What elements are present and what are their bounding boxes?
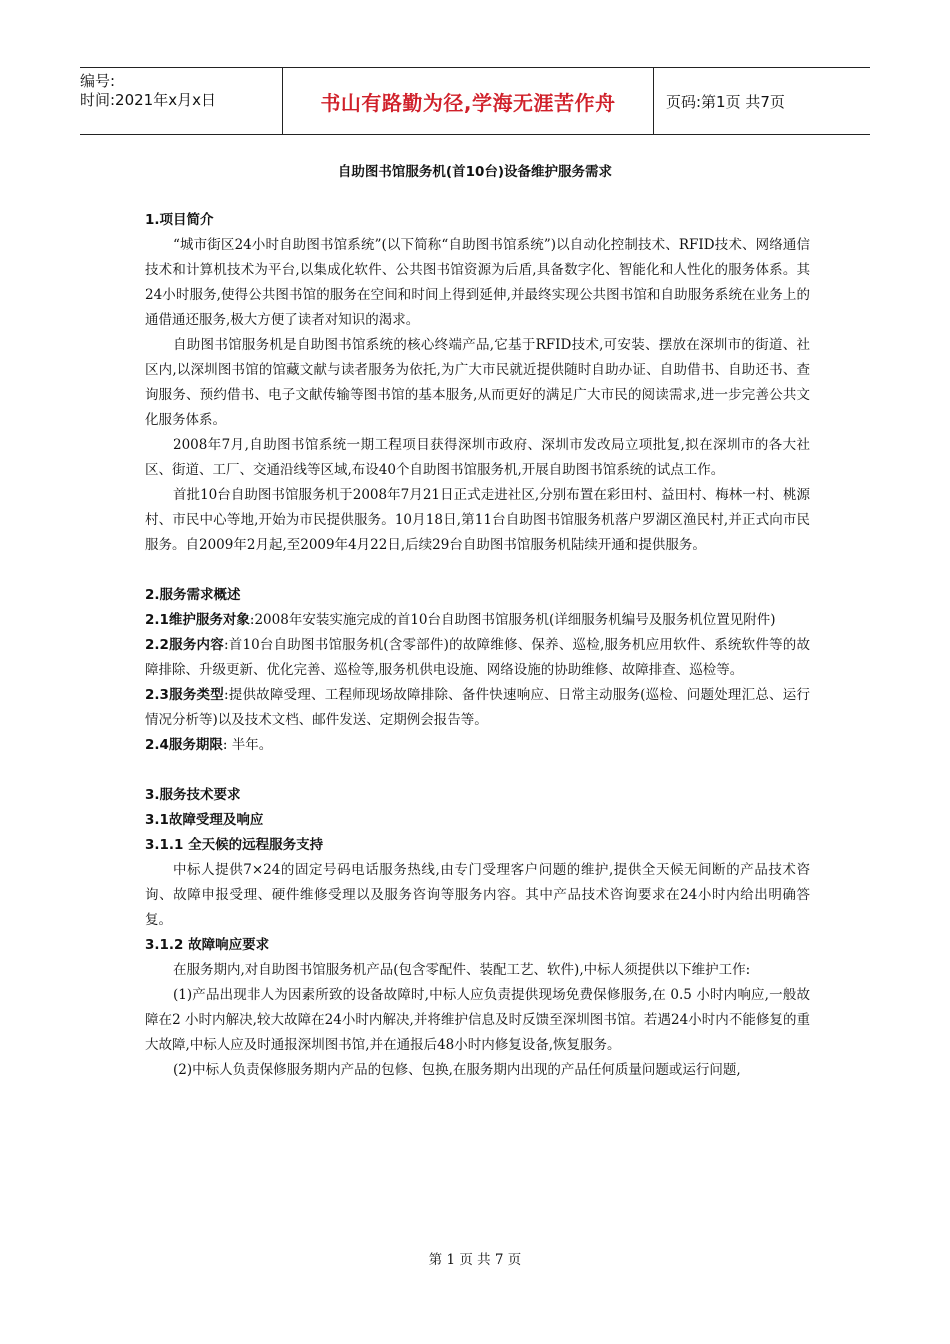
document-title: 自助图书馆服务机(首10台)设备维护服务需求 [337, 164, 613, 180]
paragraph [145, 733, 810, 758]
document-code: 编号: [80, 72, 116, 90]
item-label: 2.2服务内容 [145, 637, 224, 653]
item-text: : 半年。 [222, 737, 273, 753]
section-2-heading: 2.服务需求概述 [145, 587, 241, 603]
paragraph: 中标人提供7×24的固定号码电话服务热线,由专门受理客户问题的维护,提供全天候无间断的产品技术咨询、故障申报受理、硬件维修受理以及服务咨询等服务内容。其中产品技术咨询要求在24小时内给出明确答复。 [145, 862, 810, 928]
page-footer: 第 1 页 共 7 页 [428, 1252, 522, 1268]
subsection-heading: 3.1.2 故障响应要求 [145, 937, 270, 953]
subsection-heading: 3.1故障受理及响应 [145, 812, 264, 828]
header-meta [80, 68, 282, 134]
item-label: 2.4服务期限 [145, 737, 223, 753]
page-header [80, 67, 870, 135]
paragraph [145, 633, 810, 683]
item-label: 2.3服务类型 [145, 687, 224, 703]
paragraph: 2008年7月,自助图书馆系统一期工程项目获得深圳市政府、深圳市发改局立项批复,拟在深圳市的各大社区、街道、工厂、交通沿线等区域,布设40个自助图书馆服务机,开展自助图书馆系统的试点工作。 [145, 437, 810, 478]
header-slogan: 书山有路勤为径,学海无涯苦作舟 [282, 68, 654, 134]
item-text: :提供故障受理、工程师现场故障排除、备件快速响应、日常主动服务(巡检、问题处理汇总、运行情况分析等)以及技术文档、邮件发送、定期例会报告等。 [145, 687, 810, 728]
paragraph [145, 608, 810, 633]
paragraph: 在服务期内,对自助图书馆服务机产品(包含零配件、装配工艺、软件),中标人须提供以下维护工作: [173, 962, 751, 978]
list-item: (1)产品出现非人为因素所致的设备故障时,中标人应负责提供现场免费保修服务,在 0.5 小时内响应,一般故障在2 小时内解决,较大故障在24小时内解决,并将维护信息及时反馈至深圳图书馆。若遇24小时内不能修复的重大故障,中标人应及时通报深圳图书馆,并在通报后48小时内修复设备,恢复服务。 [145, 987, 810, 1053]
section-1-heading: 1.项目简介 [145, 212, 214, 228]
paragraph: 自助图书馆服务机是自助图书馆系统的核心终端产品,它基于RFID技术,可安装、摆放在深圳市的街道、社区内,以深圳图书馆的馆藏文献与读者服务为依托,为广大市民就近提供随时自助办证、自助借书、自助还书、查询服务、预约借书、电子文献传输等图书馆的基本服务,从而更好的满足广大市民的阅读需求,进一步完善公共文化服务体系。 [145, 337, 810, 428]
document-body [145, 208, 810, 1083]
item-text: :首10台自助图书馆服务机(含零部件)的故障维修、保养、巡检,服务机应用软件、系统软件等的故障排除、升级更新、优化完善、巡检等,服务机供电设施、网络设施的协助维修、故障排查、巡检等。 [145, 637, 810, 678]
paragraph [145, 683, 810, 733]
paragraph: “城市街区24小时自助图书馆系统”(以下简称“自助图书馆系统”)以自动化控制技术、RFID技术、网络通信技术和计算机技术为平台,以集成化软件、公共图书馆资源为后盾,具备数字化、智能化和人性化的服务体系。其24小时服务,使得公共图书馆的服务在空间和时间上得到延伸,并最终实现公共图书馆和自助服务系统在业务上的通借通还服务,极大方便了读者对知识的渴求。 [145, 237, 810, 328]
item-label: 2.1维护服务对象 [145, 612, 250, 628]
item-text: :2008年安装实施完成的首10台自助图书馆服务机(详细服务机编号及服务机位置见附件) [249, 612, 776, 628]
document-time: 时间:2021年x月x日 [80, 91, 216, 109]
paragraph: 首批10台自助图书馆服务机于2008年7月21日正式走进社区,分别布置在彩田村、益田村、梅林一村、桃源村、市民中心等地,开始为市民提供服务。10月18日,第11台自助图书馆服务机落户罗湖区渔民村,并正式向市民服务。自2009年2月起,至2009年4月22日,后续29台自助图书馆服务机陆续开通和提供服务。 [145, 487, 810, 553]
subsection-heading: 3.1.1 全天候的远程服务支持 [145, 837, 324, 853]
header-page-info: 页码:第1页 共7页 [666, 92, 785, 111]
section-3-heading: 3.服务技术要求 [145, 787, 241, 803]
list-item: (2)中标人负责保修服务期内产品的包修、包换,在服务期内出现的产品任何质量问题或运行问题, [173, 1062, 741, 1078]
